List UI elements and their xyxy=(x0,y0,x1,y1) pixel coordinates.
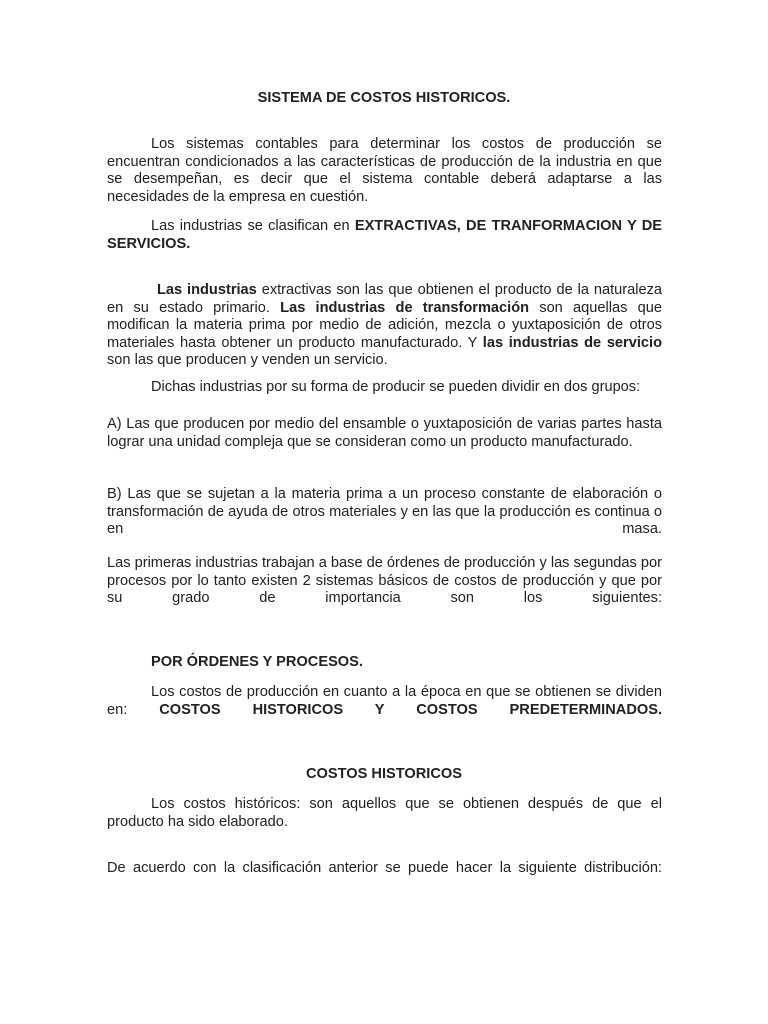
text-transformacion: son aquellas que modifican la materia prima por medio de adición, mezcla o yuxtaposición de otros materiales hasta obtener un producto manufacturado. Y xyxy=(107,299,662,351)
paragraph-classification xyxy=(107,218,662,253)
paragraph-group-b: B) Las que se sujetan a la materia prima a un proceso constante de elaboración o transformación de ayuda de otros materiales y en las que la producción es continua o en masa. xyxy=(107,486,662,538)
document-title: SISTEMA DE COSTOS HISTORICOS. xyxy=(257,90,511,106)
paragraph-classification-text: Las industrias se clasifican en xyxy=(151,218,355,234)
text-servicio: son las que producen y venden un servicio. xyxy=(107,352,388,369)
paragraph-historic-costs: Los costos históricos: son aquellos que se obtienen después de que el producto ha sido elaborado. xyxy=(107,796,662,830)
bold-las-industrias: Las industrias xyxy=(157,282,257,298)
paragraph-groups: Dichas industrias por su forma de producir se pueden dividir en dos grupos: xyxy=(151,379,641,395)
cost-types-bold: COSTOS HISTORICOS Y COSTOS PREDETERMINADOS. xyxy=(159,701,662,718)
paragraph-order-process: Las primeras industrias trabajan a base de órdenes de producción y las segundas por procesos por lo tanto existen 2 sistemas básicos de costos de producción y que por su grado de importancia son los siguientes: xyxy=(107,555,662,607)
paragraph-industry-definitions xyxy=(107,282,662,370)
bold-industrias-transformacion: Las industrias de transformación xyxy=(280,299,530,316)
paragraph-cost-division-text: Los costos de producción en cuanto a la época en que se obtienen se dividen en: xyxy=(107,684,662,718)
industry-types-bold: EXTRACTIVAS, DE TRANFORMACION Y DE SERVICIOS. xyxy=(107,218,663,252)
heading-ordenes-procesos: POR ÓRDENES Y PROCESOS. xyxy=(151,654,363,670)
paragraph-cost-division xyxy=(107,684,662,719)
paragraph-group-a: A) Las que producen por medio del ensamble o yuxtaposición de varias partes hasta lograr una unidad compleja que se consideran como un producto manufacturado. xyxy=(107,416,662,450)
heading-costos-historicos: COSTOS HISTORICOS xyxy=(306,766,462,782)
paragraph-distribution: De acuerdo con la clasificación anterior se puede hacer la siguiente distribución: xyxy=(107,860,662,876)
bold-industrias-servicio: las industrias de servicio xyxy=(482,334,662,351)
text-extractivas: extractivas son las que obtienen el producto de la naturaleza en su estado primario. xyxy=(107,282,662,316)
paragraph-intro: Los sistemas contables para determinar los costos de producción se encuentran condicionados a las características de producción de la industria en que se desempeñan, es decir que el sistema contable deberá adaptarse a las necesidades de la empresa en cuestión. xyxy=(107,136,662,205)
